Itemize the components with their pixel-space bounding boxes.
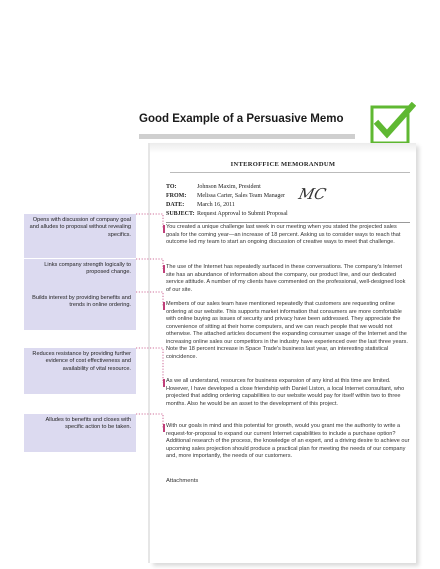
connector-4: [136, 348, 163, 383]
connector-3: [136, 292, 163, 306]
annotation-box-2: Links company strength logically to proposed change.: [24, 259, 136, 297]
memo-paragraph-2: The use of the Internet has repeatedly surfaced in these conversations. The company's Internet site has an abundance of information about the company, our product line, and our dedicated service attitude. A number of my clients have commented on the professional, well-designed look of our site.: [166, 264, 406, 293]
from-value: Melissa Carter, Sales Team Manager: [197, 193, 286, 199]
header-rule: [166, 222, 410, 223]
signature-initials: MC: [297, 185, 328, 203]
checkmark-icon: [370, 102, 416, 146]
subject-value: Request Approval to Submit Proposal: [197, 211, 288, 217]
date-value: March 16, 2011: [197, 202, 235, 208]
title-rule: [139, 134, 355, 139]
memo-page-shade: [150, 143, 416, 153]
date-label: DATE:: [166, 202, 185, 208]
to-value: Johnson Maxim, President: [197, 184, 261, 190]
memo-paragraph-1: You created a unique challenge last week in our meeting when you stated the projected sales goals for the coming year—an increase of 18 percent. Asking us to consider ways to reach that outcome led my team to start an ongoing discussion of creative ways to meet that challenge.: [166, 224, 401, 246]
connector-2: [136, 259, 163, 269]
connector-5: [136, 414, 163, 428]
annotation-box-3: Builds interest by providing benefits and trends in online ordering.: [24, 292, 136, 330]
memo-paragraph-5: With our goals in mind and this potential for growth, would you grant me the authority to write a request-for-proposal to expand our current Internet capabilities to include a purchase option? Additional research of the process, the knowledge of an expert, and a driving desire to achieve our upcoming sales projection should produce a practical plan for meeting the needs of our company and, more importantly, the needs of our customers.: [166, 423, 410, 460]
annotation-connectors: [100, 208, 170, 468]
memo-paragraph-4: As we all understand, resources for business expansion of any kind at this time are limited. However, I have developed a close friendship with Daniel Liston, a local Internet consultant, who projected that adding ordering capabilities to our website would pay for itself within two to three months. Also he would be an asset to the development of this project.: [166, 378, 405, 407]
attachments-note: Attachments: [166, 478, 199, 484]
page-title: Good Example of a Persuasive Memo: [139, 113, 344, 125]
from-label: FROM:: [166, 193, 187, 199]
memo-heading: INTEROFFICE MEMORANDUM: [230, 161, 336, 168]
to-label: TO:: [166, 184, 177, 190]
annotation-box-5: Alludes to benefits and closes with specific action to be taken.: [24, 414, 136, 452]
connector-1: [136, 214, 163, 229]
subject-label: SUBJECT:: [166, 211, 195, 217]
memo-paragraph-3: Members of our sales team have mentioned repeatedly that customers are requesting online ordering at our website. This supports market information that consumers are more comfortable with online buying as issues of security and privacy have been addressed. They appreciate the convenience of sitting at their home computers, and we can reach people that we would not otherwise. The attached articles document the expanding consumer usage of the Internet and the increasing online sales our competitors in the industry have experienced over the last three years. Note the 18 percent increase in Space Trade's business last year, an interesting statistical coincidence.: [166, 301, 408, 360]
annotation-box-1: Opens with discussion of company goal and alludes to proposal without revealing specifics.: [24, 214, 136, 258]
memo-heading-rule: [170, 172, 410, 173]
annotation-box-4: Reduces resistance by providing further evidence of cost effectiveness and availability of vital resource.: [24, 348, 136, 394]
